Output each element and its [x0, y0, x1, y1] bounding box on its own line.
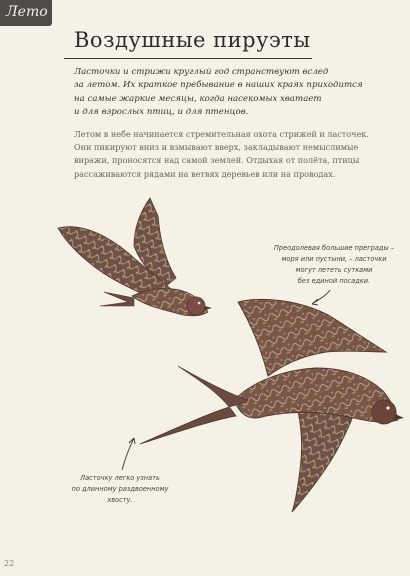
annotation-line: Ласточку легко узнать [80, 474, 160, 482]
annotation-line: Преодолевая большие преграды – [273, 244, 395, 252]
swallow-lower-eye [386, 406, 389, 409]
swallow-lower-beak [394, 414, 404, 420]
swallow-lower-head [372, 400, 396, 424]
swallow-upper-tail [100, 292, 134, 306]
note-bottom-arrow [122, 438, 134, 470]
annotation-line: по длинному раздвоенному [71, 485, 169, 493]
section-label: Лето [6, 4, 48, 20]
swallow-upper-eye [198, 302, 201, 305]
swallow-upper-head [187, 297, 205, 315]
annotation-migration [264, 243, 404, 287]
swallow-lower-tail [140, 366, 248, 444]
lead-line: и для взрослых птиц, и для птенцов. [74, 107, 249, 118]
annotation-line: без единой посадки. [297, 277, 371, 285]
body-line: Летом в небе начинается стремительная охота стрижей и ласточек. [74, 129, 369, 139]
swallow-upper [58, 198, 212, 316]
lead-line: за летом. Их краткое пребывание в наших краях приходится [74, 80, 363, 91]
lead-line: на самые жаркие месяцы, когда насекомых хватает [74, 93, 322, 104]
annotation-tail [50, 473, 190, 506]
swallow-upper-beak [205, 306, 212, 310]
note-top-arrowhead [312, 299, 318, 305]
annotation-line: хвосту. [107, 496, 133, 504]
annotation-line: могут лететь сутками [295, 266, 373, 274]
swallow-lower-wing-top [238, 299, 386, 376]
lead-line: Ласточки и стрижи круглый год странствуют вслед [74, 67, 329, 77]
annotation-line: моря или пустыни, – ласточки [281, 255, 387, 263]
body-line: Они пикируют вниз и взмывают вверх, закладывают немыслимые [74, 142, 359, 153]
page-number: 22 [4, 559, 15, 568]
body-line: рассаживаются рядами на ветвях деревьев или на проводах. [74, 168, 336, 179]
body-line: виражи, проносятся над самой землей. Отдыхая от полёта, птицы [74, 155, 360, 166]
page-title: Воздушные пируэты [74, 28, 311, 52]
